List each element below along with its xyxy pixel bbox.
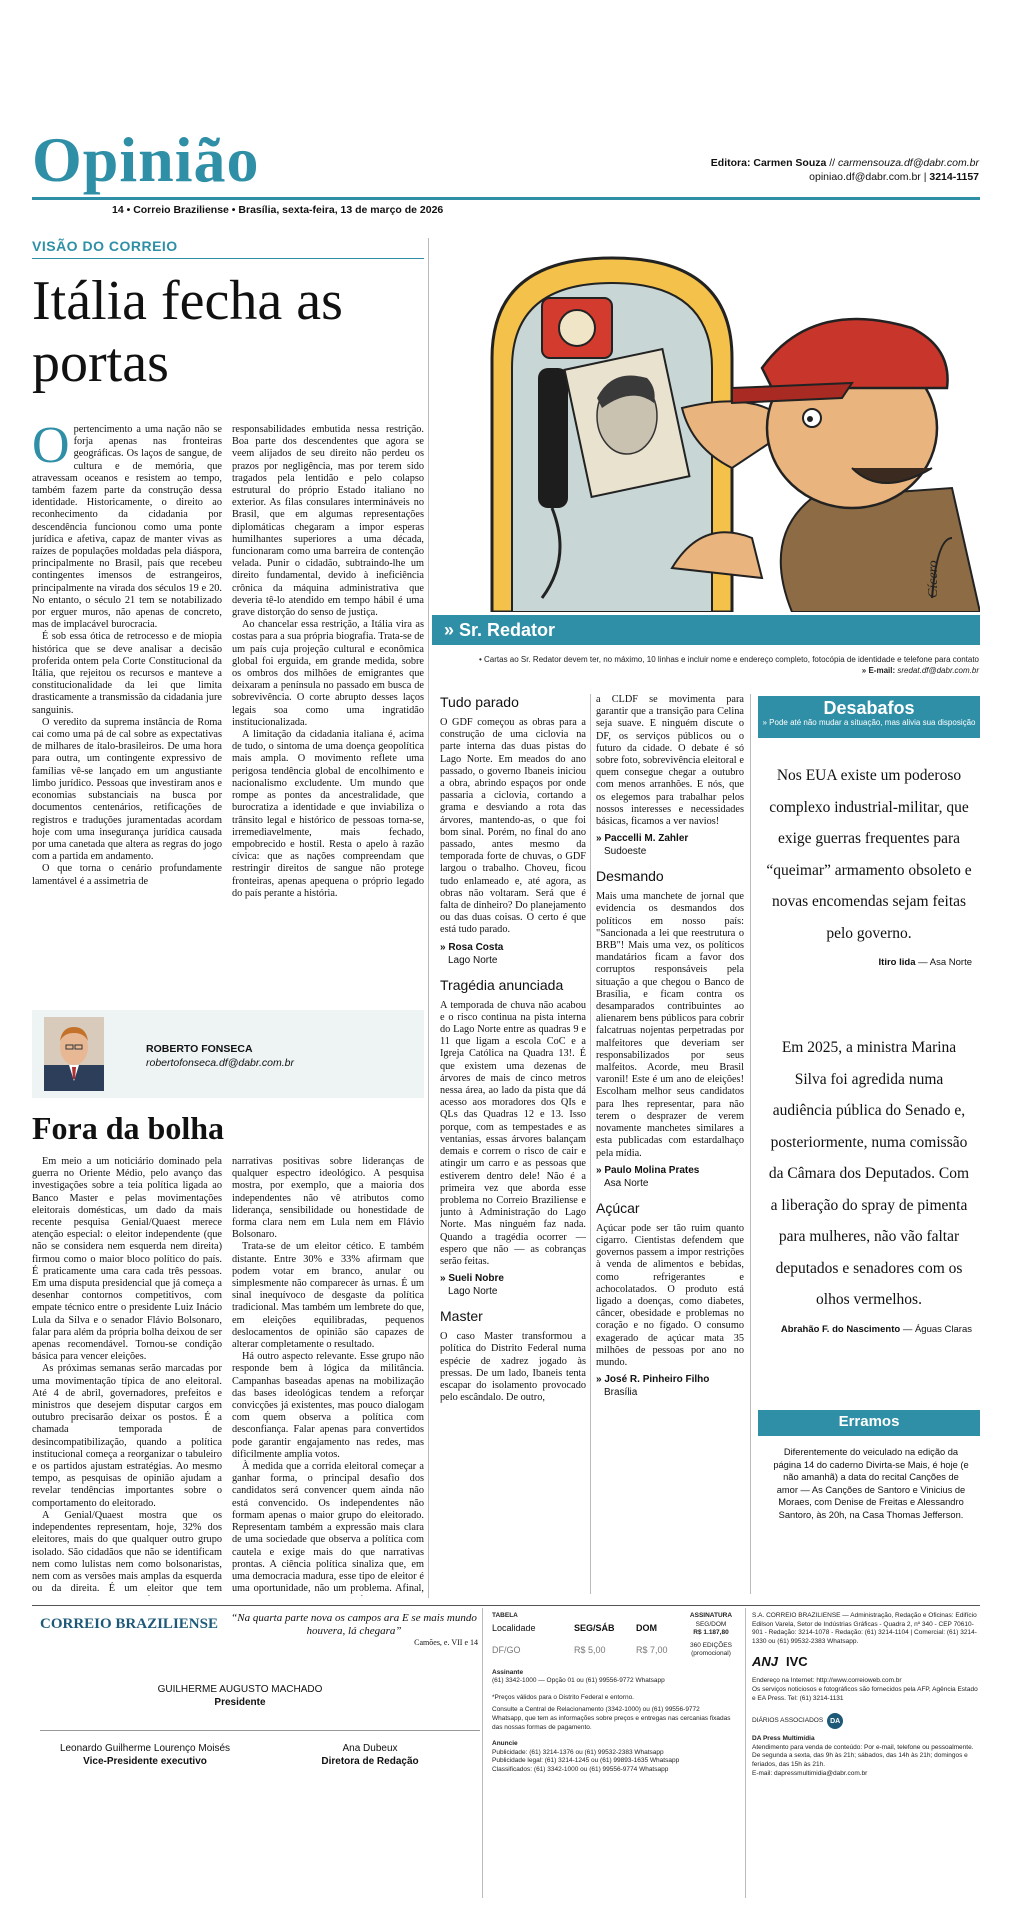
letter-place: Lago Norte: [448, 954, 498, 966]
letter-place: Brasília: [604, 1387, 638, 1399]
editor-label: Editora: Carmen Souza: [710, 157, 827, 169]
letter-title: Desmando: [596, 868, 664, 885]
contact-email[interactable]: opiniao.df@dabr.com.br: [809, 171, 921, 183]
letters-divider: [590, 694, 591, 1594]
dropcap: O: [32, 424, 70, 474]
footer-quote: “Na quarta parte nova os campos ara E se mais mundo houvera, lá chegara”: [231, 1612, 477, 1637]
footer-divider: [40, 1730, 480, 1731]
redator-title: » Sr. Redator: [444, 620, 556, 640]
column-divider: [428, 238, 429, 1598]
diarios-label: DIÁRIOS ASSOCIADOS: [752, 1716, 824, 1724]
letters-column-2: [596, 694, 744, 1594]
assinatura-box: ASSINATURA SEG/DOM R$ 1.187,80 360 EDIÇÕES (promocional): [689, 1612, 733, 1658]
letter-text: Açúcar pode ser tão ruim quanto cigarro. Cientistas defendem que governos passem a impor restrições à venda de alimentos e bebidas, como refrigerantes e achocolatados. O produto está ligado a doenças, como diabetes, câncer, obesidade e problemas no coração e no fígado. O consumo exagerado de açúcar mata 35 milhões de pessoas por ano no mundo.: [596, 1222, 744, 1368]
editorial-paragraph: A limitação da cidadania italiana é, acima de tudo, o sintoma de uma doença geopolítica mais ampla. O movimento reflete uma perigosa tendência global de encolhimento e nacionalismo excludente. Um mundo que rompe as pontes da ancestralidade, que burocratiza a identidade e que inviabiliza o trânsito legal e histórico de pessoas torna-se, irremediavelmente, mais fechado, empobrecido e hostil. Resta o apelo à razão cívica: que as nações compreendam que restringir direitos de sangue não protege fronteiras, apenas apequena o próprio legado do país perante a história.: [232, 729, 424, 899]
desabafo-text: Em 2025, a ministra Marina Silva foi agredida numa audiência pública do Senado e, posteriormente, numa comissão da Câmara dos Deputados. Com a liberação do spray de pimenta para mulheres, não vão faltar deputados e senadores com os olhos vermelhos.: [768, 1039, 970, 1308]
desabafos-subtitle: » Pode até não mudar a situação, mas alivia sua disposição: [762, 718, 976, 727]
columnist-photo: [44, 1017, 104, 1091]
central-text: Consulte a Central de Relacionamento (3342-1000) ou (61) 99556-9772 Whatsapp, que tem as informações sobre preços e entregas nas cercanias fixadas das nossas formas de pagamento.: [492, 1706, 731, 1731]
editorial-kicker: VISÃO DO CORREIO: [32, 238, 178, 254]
desabafo-text: Nos EUA existe um poderoso complexo industrial-militar, que exige guerras frequentes para “queimar” armamento obsoleto e novas encomendas sejam feitas pelo governo.: [766, 767, 972, 942]
da-logo-icon: DA: [827, 1713, 843, 1729]
editorial-column-1: [32, 424, 222, 1004]
ivc-logo: IVC: [786, 1654, 808, 1670]
price-row: DF/GO R$ 5,00 R$ 7,00: [492, 1644, 668, 1655]
letter-text: A temporada de chuva não acabou e o risco continua na pista interna do Lago Norte entre as quadras 9 e 11 que ligam a escola CoC e a Igreja Católica na Quadra 13!. É que existem uma dezenas de árvores de mais de cinco metros nessa área, ao lado da pista que dá acesso aos moradores dos QIs e QLs das Quadras 12 e 13. Isso porque, com as tempestades e as ventanias, essas árvores balançam demais e correm o risco de cair e atingir um carro e as pessoas que estiverem dentro dele! Não é a primeira vez que aborda esse problema no Correio Braziliense e junto à Administração do Lago Norte. Mas ninguém faz nada. Quando a tragédia ocorrer — espero que não — as cobranças serão feitas.: [440, 999, 586, 1267]
editor-email[interactable]: carmensouza.df@dabr.com.br: [838, 157, 979, 169]
phone: 3214-1157: [929, 171, 979, 183]
column-text-1: [32, 1156, 222, 1596]
anuncie-line: Publicidade legal: (61) 3214-1245 ou (61) 99893-1635 Whatsapp: [492, 1757, 680, 1765]
editorial-column-2: [232, 424, 424, 1004]
column-paragraph: A Genial/Quaest mostra que os independentes representam, hoje, 32% dos eleitores, mais do que qualquer outro grupo isolado. São cidadãos que não se identificam nem como lulistas nem como bolsonaristas, nem com as versões mais amplas da esquerda ou da direita. É um eleitor que tem: [32, 1509, 222, 1595]
company-text: S.A. CORREIO BRAZILIENSE — Administração, Redação e Oficinas: Edifício Edilson Varela, Setor de Indústrias Gráficas - Quadra 2, nº 340 - CEP 70610-901 - Redação: 3214-1078 - Redação: (61) 3214-1104 | Comercial: (61) 3214-1330 ou (61) 99532-2383 Whatsapp.: [752, 1612, 977, 1645]
assinantes-text: (61) 3342-1000 — Opção 01 ou (61) 99556-9772 Whatsapp: [492, 1677, 665, 1685]
portrait-icon: [44, 1017, 104, 1091]
footer-vdivider: [482, 1608, 483, 1898]
footer-logo: CORREIO BRAZILIENSE: [40, 1616, 218, 1632]
footer-rule: [32, 1605, 980, 1606]
column-paragraph: À medida que a corrida eleitoral começar a ganhar forma, o principal desafio dos candidatos será convencer quem ainda não está convencido. Os independentes não formam apenas o maior grupo do eleitorado. Representam também a expressão mais clara de uma sociedade que observa a política com cautela e exige mais do que narrativas prontas. A ciência política sinaliza que, em uma democracia madura, esse tipo de eleitor é uma oportunidade, não um problema. Afinal,: [232, 1461, 424, 1595]
redator-rules: • Cartas ao Sr. Redator devem ter, no máximo, 10 linhas e incluir nome e endereço completo, fotocópia de identidade e telefone para contato: [479, 655, 979, 664]
footer-quote-source: Camões, e. VII e 14: [414, 1638, 478, 1647]
letters-column-1: [440, 694, 586, 1594]
erramos-title: Erramos: [838, 1413, 900, 1430]
column-paragraph: Trata-se de um eleitor cético. E também distante. Entre 30% e 33% afirmam que podem votar em branco, anular ou simplesmente não comparecer às urnas. É um sinal inequívoco de desgaste da política tradicional. Mas também um lembrete do que, em eleições equilibradas, pequenos deslocamentos de opinião são capazes de alterar completamente o resultado.: [232, 1241, 424, 1351]
da-email[interactable]: E-mail: dapressmultimidia@dabr.com.br: [752, 1769, 868, 1777]
anuncie-title: Anuncie: [492, 1740, 518, 1748]
letter-text: O GDF começou as obras para a construção de uma ciclovia na parte interna das duas pistas do Lago Norte. Em meados do ano passado, o governo Ibaneis iniciou a obra, abrindo espaços por onde passaria a ciclovia, cortando a grama e desviando a rota das árvores, mantendo-as, o que foi bom sinal. Porém, no final do ano passado, antes mesmo da temporada forte de chuvas, o GDF largou o trabalho. Choveu, ficou tudo enlameado e, até agora, as obras não voltaram. Será que é falta de dinheiro? Do planejamento ou das duas coisas. O certo é que está tudo parado.: [440, 717, 586, 936]
da-text: Atendimento para venda de conteúdo: Por e-mail, telefone ou pessoalmente. De segunda a sexta, das 9h às 21h; sábados, das 14h às 21h; domingos e feriados, das 15h às 21h.: [752, 1743, 974, 1768]
anuncie-line: Classificados: (61) 3342-1000 ou (61) 99556-9774 Whatsapp: [492, 1765, 669, 1773]
letter-place: Sudoeste: [604, 846, 647, 858]
letter-text: Mais uma manchete de jornal que evidencia os desmandos dos políticos em nosso país: "Sancionada a lei que reestrutura o BRB"! Mais uma vez, os políticos mandatários ficam a favor dos corruptos responsáveis pela situação a que chegou o Banco de Brasília, e ficam contra os desamparados contribuintes ao alienarem bens públicos para cobrir falcatruas nojentas perpetradas por malfeitores que deveriam ser responsabilizados por seus malfeitos. Acorde, meu Brasil varonil! Este é um ano de eleições! Escolham melhor seus candidatos para lhes representar, para não terem o desprazer de verem novamente manchetes similares a esta publicadas com estardalhaço pela mídia.: [596, 891, 744, 1159]
redator-note: [439, 654, 979, 676]
letter-title: Master: [440, 1308, 483, 1325]
desabafo-1: [766, 760, 972, 968]
footer-vdivider-2: [745, 1608, 746, 1898]
footer-vp: Leonardo Guilherme Lourenço Moisés Vice-Presidente executivo: [59, 1743, 231, 1767]
assinantes-title: Assinante: [492, 1668, 524, 1676]
redator-email-label: » E-mail:: [861, 666, 898, 675]
desabafo-author: Abrahão F. do Nascimento — Águas Claras: [780, 1323, 972, 1335]
columnist-email[interactable]: robertofonseca.df@dabr.com.br: [146, 1057, 295, 1069]
editorial-headline: Itália fecha as portas: [32, 270, 343, 394]
services-text: Os serviços noticiosos e fotográficos são fornecidos pela AFP, Agência Estado e EA Press. Tel: (61) 3214-1131: [752, 1685, 978, 1702]
desabafos-divider: [750, 694, 751, 1594]
company-info: [752, 1612, 980, 1778]
letter-place: Lago Norte: [448, 1286, 498, 1298]
letter-author: » José R. Pinheiro Filho: [596, 1374, 710, 1386]
letter-author: » Rosa Costa: [440, 941, 504, 953]
redator-email[interactable]: sredat.df@dabr.com.br: [897, 666, 979, 675]
column-paragraph: As próximas semanas serão marcadas por uma movimentação típica de ano eleitoral. Até 4 de abril, governadores, prefeitos e ministros que desejem disputar cargos em outubro precisarão deixar os postos. É a chamada temporada de desincompatibilização, quando a política institucional começa a reorganizar o tabuleiro e os partidos ajustam estratégias. Ao mesmo tempo, as pesquisas de opinião ajudam a revelar tendências importantes sobre o comportamento do eleitorado.: [32, 1363, 222, 1509]
desabafos-title: Desabafos: [823, 698, 915, 718]
desabafo-author: Itiro Iida — Asa Norte: [878, 957, 972, 968]
column-paragraph: narrativas positivas sobre lideranças de qualquer espectro ideológico. A pesquisa mostra, por exemplo, que a maioria dos independentes não vê atributos como liderança, sensibilidade ou honestidade de forma clara nem em Lula nem em Flávio Bolsonaro.: [232, 1156, 424, 1241]
letter-title: Tragédia anunciada: [440, 976, 564, 993]
letter-author: » Paccelli M. Zahler: [596, 833, 689, 845]
anj-logo: ANJ: [752, 1654, 779, 1670]
letter-title: Açúcar: [596, 1199, 640, 1216]
desabafo-2: [766, 1032, 972, 1335]
editorial-paragraph: responsabilidades embutida nessa restrição. Boa parte dos descendentes que agora se veem alijados de seu direito não perdeu os prazos por negligência, mas por terem sido tragados pela lentidão e pelo colapso estrutural do próprio Estado italiano no exterior. As filas consulares intermináveis no Brasil, que em algumas representações diplomáticas chegaram a impor esperas humilhantes superiores a uma década, funcionaram como uma barreira de contenção velada. Punir o cidadão, subtraindo-lhe um direito fundamental, devido à ineficiência crônica da máquina administrativa que deveria tê-lo atendido em tempo hábil é uma grave distorção do senso de justiça.: [232, 424, 424, 619]
letter-title: Tudo parado: [440, 694, 519, 710]
editorial-paragraph: É sob essa ótica de retrocesso e de miopia histórica que se deve analisar a decisão proferida ontem pela Corte Constitucional da Itália, que rejeitou os recursos e manteve a constitucionalidade da lei que limita drasticamente a transmissão da cidadania jure sanguinis.: [32, 631, 222, 716]
column-text-2: [232, 1156, 424, 1596]
header-rule: [32, 197, 980, 200]
price-label: TABELA: [492, 1612, 518, 1619]
letter-text: O caso Master transformou a política do Distrito Federal numa espécie de xadrez jogado às pressas. De um lado, Ibaneis tenta escapar do isolamento provocado pelo escândalo. De outro,: [440, 1331, 586, 1404]
column-title: Fora da bolha: [32, 1110, 225, 1146]
erramos-text: Diferentemente do veiculado na edição da página 14 do caderno Divirta-se Mais, é hoje (e não amanhã) a data do recital Canções de amor — As Canções de Santoro e Vinicius de Moraes, com Denise de Freitas e Alessandro Santoro, às 20h, na Casa Thomas Jefferson.: [773, 1447, 969, 1520]
kicker-rule: [32, 258, 424, 259]
footer-president: GUILHERME AUGUSTO MACHADO Presidente: [157, 1684, 323, 1708]
cartoon-illustration: [432, 238, 980, 612]
vendas-text: *Preços válidos para o Distrito Federal e entorno.: [492, 1693, 634, 1701]
internet-text[interactable]: Endereço na Internet: http://www.correioweb.com.br: [752, 1677, 902, 1685]
issue-line: 14 • Correio Braziliense • Brasília, sexta-feira, 13 de março de 2026: [112, 204, 444, 216]
column-paragraph: Em meio a um noticiário dominado pela guerra no Oriente Médio, pelo avanço das investigações sobre a teia política ligada ao Banco Master e pelas movimentações eleitorais domésticas, um dado da mais recente pesquisa Genial/Quaest merece atenção especial: o eleitor independente (que não se considera nem esquerda nem direita) firmou como o maior bloco político do país. É praticamente uma cara cada três pessoas. Em uma disputa presidencial que já começa a desenhar contornos competitivos, com empate técnico entre o presidente Luiz Inácio Lula da Silva e o senador Flávio Bolsonaro, falar para além da própria bolha deixou de ser apenas recomendável. Tornou-se condição básica para vencer eleições.: [32, 1156, 222, 1363]
letter-author: » Paulo Molina Prates: [596, 1164, 700, 1176]
price-header: Localidade SEG/SÁB DOM: [492, 1622, 657, 1633]
section-masthead: Opinião: [32, 124, 260, 195]
editorial-paragraph: O veredito da suprema instância de Roma cai como uma pá de cal sobre as expectativas de milhares de ítalo-brasileiros. De uma hora para outra, um contingente expressivo de famílias vê-se lançado em um angustiante limbo jurídico. Pessoas que investiram anos e economias substanciais na busca por documentos centenários, retificações de registros e traduções juramentadas acordam hoje com uma insegurança jurídica causada por uma canetada que altera as regras do jogo com a partida em andamento.: [32, 716, 222, 863]
editor-box: Editora: Carmen Souza // carmensouza.df@dabr.com.br opiniao.df@dabr.com.br | 3214-1157: [710, 157, 979, 183]
letter-text: a CLDF se movimenta para garantir que a transição para Celina seja suave. E ninguém discute o DF, os serviços públicos ou o futuro da cidade. O debate é só sobre foto, sobrevivência eleitoral e quem consegue chegar a outubro com menos arranhões. E nós, que os elegemos para trabalhar pelos nossos interesses e necessidades básicas, ficamos a ver navios!: [596, 694, 744, 828]
letter-place: Asa Norte: [604, 1177, 649, 1189]
column-paragraph: Há outro aspecto relevante. Esse grupo não responde bem à lógica da militância. Campanhas baseadas apenas na mobilização das bases ideológicas tendem a reforçar convicções já existentes, mas pouco dialogam com quem observa a política com desconfiança. Falar apenas para convertidos pode garantir engajamento nas redes, mas dificilmente amplia votos.: [232, 1351, 424, 1460]
cartoon: [432, 238, 980, 612]
letter-author: » Sueli Nobre: [440, 1273, 504, 1285]
cartoon-signature: Cícero: [926, 560, 941, 598]
editorial-paragraph: Ao chancelar essa restrição, a Itália vira as costas para a sua própria biografia. Trata-se de um país cuja projeção cultural e econômica global foi erguida, em grande medida, sobre os ombros dos milhões de emigrantes que deixaram a península no passado em busca de sobrevivência. O corte abrupto desses laços legais soa como uma ingratidão institucionalizada.: [232, 619, 424, 728]
footer-director: Ana Dubeux Diretora de Redação: [321, 1743, 419, 1767]
da-title: DA Press Multimídia: [752, 1735, 815, 1743]
editorial-paragraph: pertencimento a uma nação não se forja apenas nas fronteiras geográficas. Os laços de sangue, de cultura e de memória, que atravessam oceanos e resistem ao tempo, também fazem parte da construção dessa identidade. Historicamente, o direito ao reconhecimento da cidadania por descendência funcionou como uma ponte jurídica e afetiva, capaz de manter vivas as raízes de populações moldadas pela diáspora, principalmente no Brasil, país que recebeu contingentes imensos de estrangeiros, principalmente na virada dos séculos 19 e 20. No entanto, o século 21 tem se notabilizado por erguer muros, não apenas de concreto, mas de implacável burocracia.: [32, 424, 222, 631]
anuncie-line: Publicidade: (61) 3214-1376 ou (61) 99532-2383 Whatsapp: [492, 1748, 664, 1756]
editorial-paragraph: O que torna o cenário profundamente lamentável é a assimetria de: [32, 863, 222, 887]
columnist-name: ROBERTO FONSECA: [146, 1043, 253, 1055]
